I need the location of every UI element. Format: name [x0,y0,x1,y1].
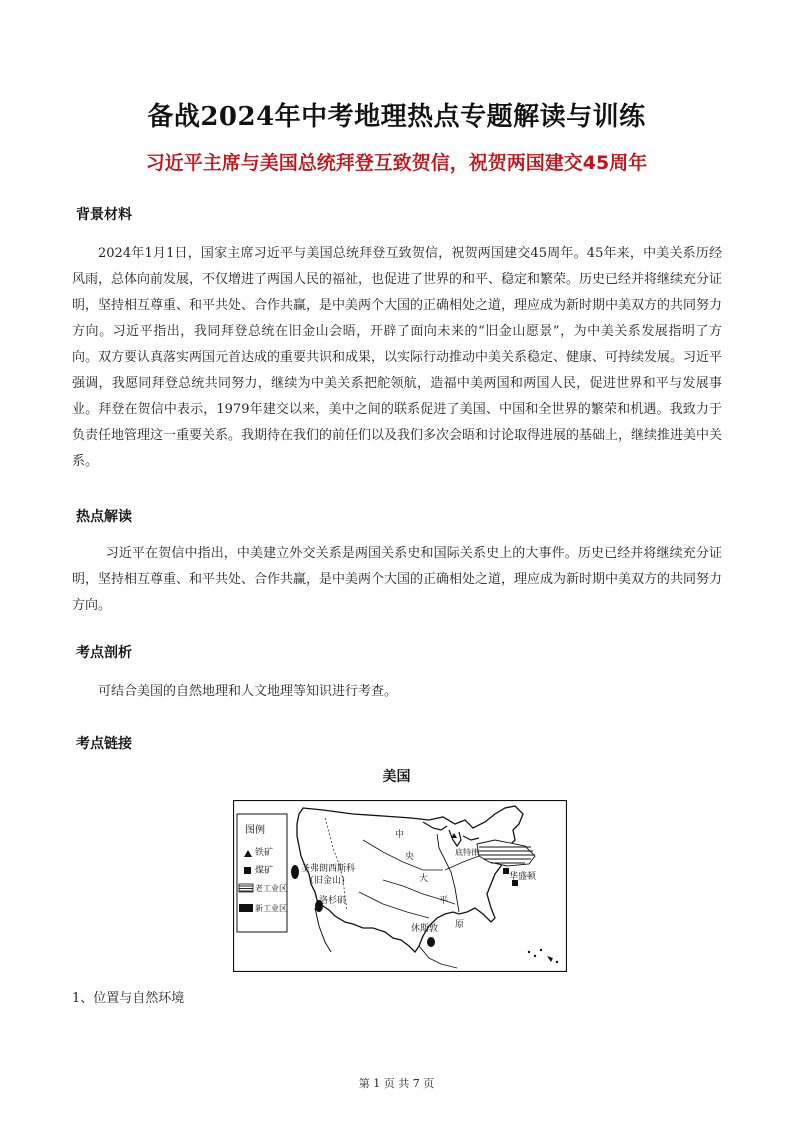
city-label-sf-alt: （旧金山） [305,876,351,886]
plain-label-5: 原 [455,920,465,930]
map-title: 美国 [382,769,411,785]
analysis-text: 可结合美国的自然地理和人文地理等知识进行考查。 [98,684,398,699]
coal-legend-icon [244,867,251,874]
city-label-detroit: 底特律 [455,848,479,857]
old-industrial-legend-icon [239,884,253,892]
section-heading-background: 背景材料 [76,207,132,223]
section-heading-link: 考点链接 [76,736,132,752]
hotspot-paragraph [72,541,722,619]
background-text: 2024年1月1日，国家主席习近平与美国总统拜登互致贺信，祝贺两国建交45周年。45年来，中美关系历经风雨，总体向前发展，不仅增进了两国人民的福祉，也促进了世界的和平、稳定和繁荣。历史已经并将继续充分证明，坚持相互尊重、和平共处、合作共赢，是中美两个大国的正确相处之道，理应成为新时期中美双方的共同努力方向。习近平指出，我同拜登总统在旧金山会晤，开辟了面向未来的“旧金山愿景”，为中美关系发展指明了方向。双方要认真落实两国元首达成的重要共识和成果，以实际行动推动中美关系稳定、健康、可持续发展。习近平强调，我愿同拜登总统共同努力，继续为中美关系把舵领航，造福中美两国和两国人民，促进世界和平与发展事业。拜登在贺信中表示，1979年建交以来，美中之间的联系促进了美国、中国和全世界的繁荣和机遇。我致力于负责任地管理这一重要关系。我期待在我们的前任们以及我们多次会晤和讨论取得进展的基础上，继续推进美中关系。 [72,246,723,469]
legend-iron: 铁矿 [255,848,274,858]
plain-label-1: 中 [395,830,405,840]
plain-label-2: 央 [405,852,415,862]
plain-label-3: 大 [419,874,429,884]
document-title: 备战2024年中考地理热点专题解读与训练 [147,102,646,132]
legend-old-industrial: 老工业区 [255,884,287,893]
background-paragraph [72,241,722,475]
hotspot-text: 习近平在贺信中指出，中美建立外交关系是两国关系史和国际关系史上的大事件。历史已经并将继续充分证明，坚持相互尊重、和平共处、合作共赢，是中美两个大国的正确相处之道，理应成为新时期中美双方的共同努力方向。 [72,546,723,613]
new-industrial-legend-icon [239,904,253,912]
analysis-paragraph [72,679,722,705]
usa-map [233,800,567,972]
legend-coal: 煤矿 [255,866,274,876]
city-label-la: 洛杉矶 [319,896,347,906]
new-industrial-sf [291,865,299,879]
section-heading-hotspot: 热点解读 [76,509,132,525]
plain-label-4: 平 [439,896,449,906]
document-subtitle: 习近平主席与美国总统拜登互致贺信，祝贺两国建交45周年 [145,152,648,174]
city-label-washington: 华盛顿 [509,872,537,882]
legend-new-industrial: 新工业区 [255,904,287,913]
city-label-houston: 休斯敦 [411,924,439,934]
new-industrial-houston [427,937,435,947]
city-label-sf: 圣弗朗西斯科 [301,864,356,874]
page-footer: 第 1 页 共 7 页 [358,1077,435,1090]
item-1: 1、位置与自然环境 [72,991,185,1006]
section-heading-analysis: 考点剖析 [76,645,132,661]
legend-title: 图例 [245,825,265,836]
